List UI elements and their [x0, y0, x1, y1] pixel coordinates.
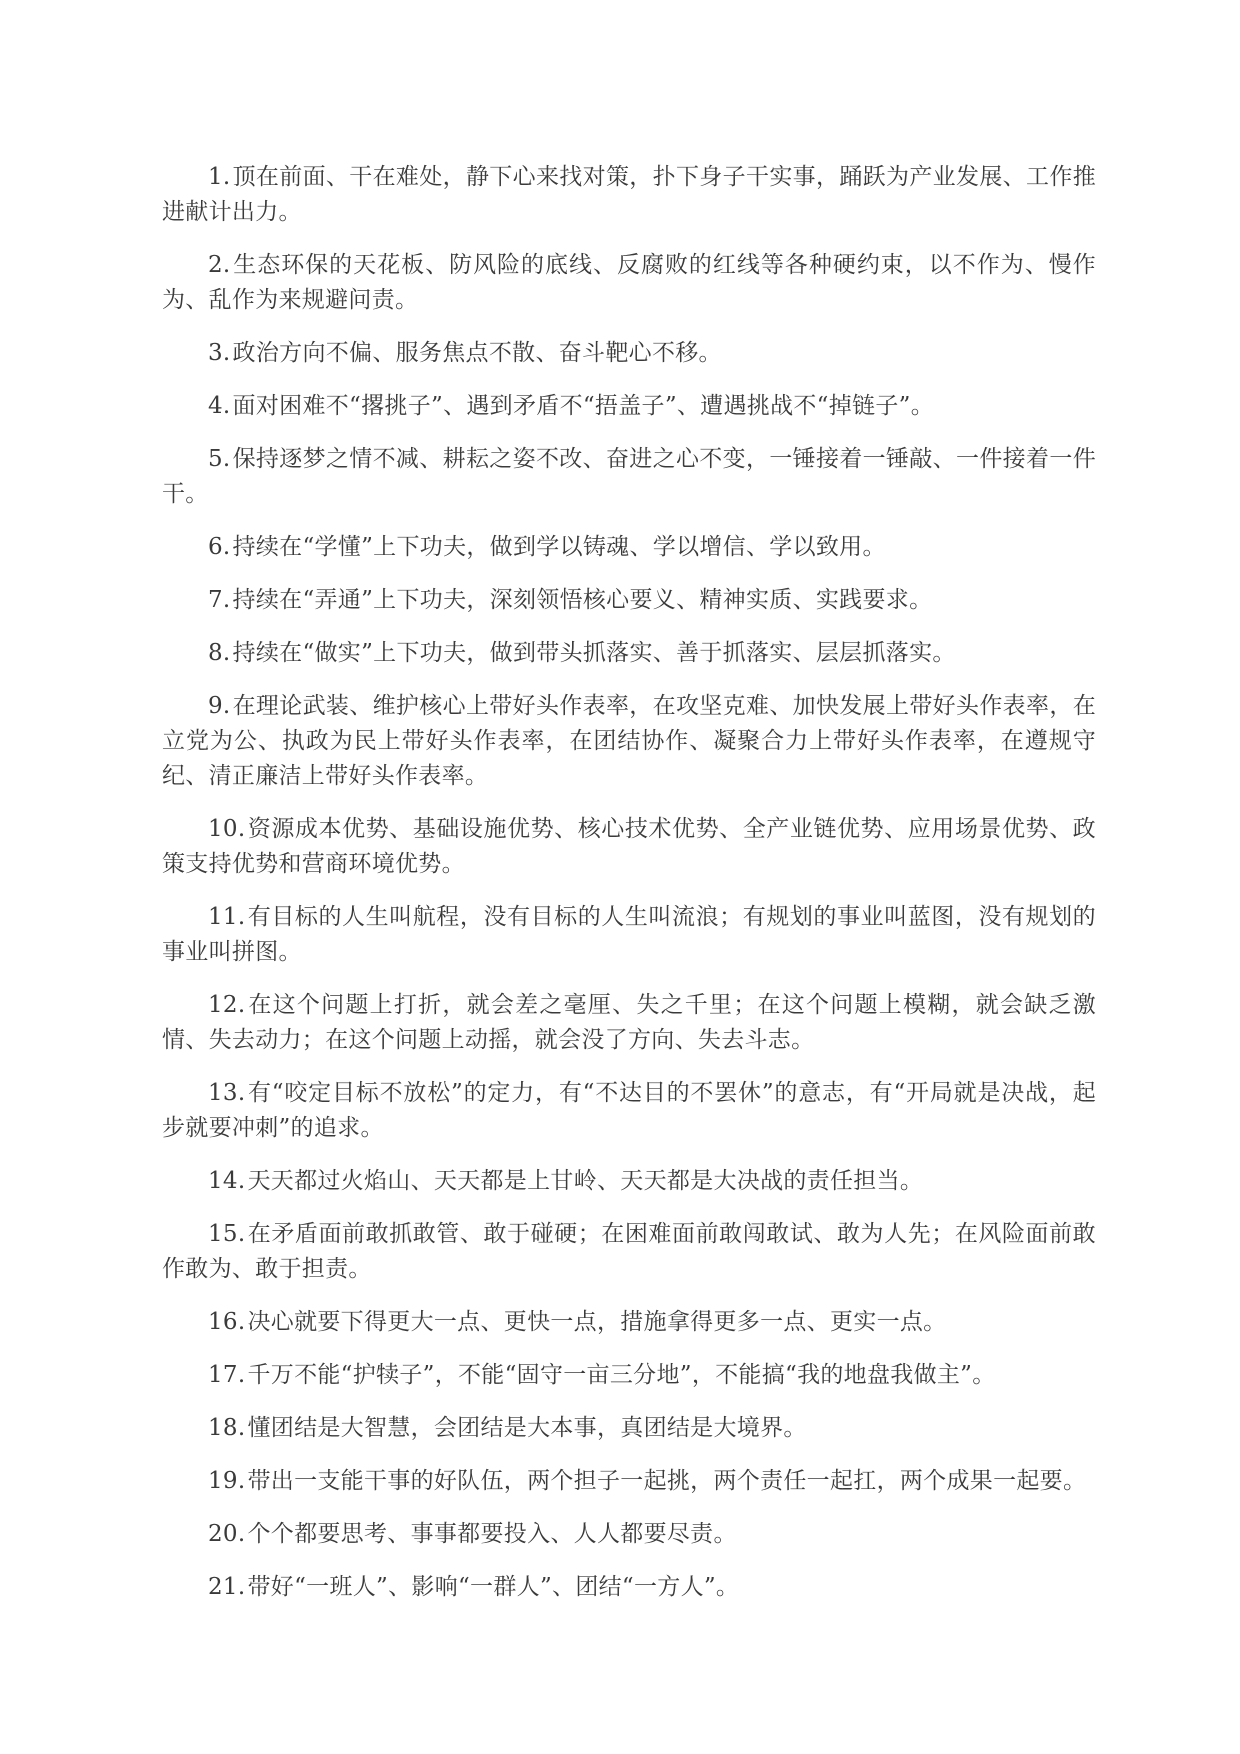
item-text: 有目标的人生叫航程，没有目标的人生叫流浪；有规划的事业叫蓝图，没有规划的事业叫拼图。	[162, 904, 1096, 965]
item-text: 保持逐梦之情不减、耕耘之姿不改、奋进之心不变，一锤接着一锤敲、一件接着一件干。	[162, 446, 1096, 507]
list-item	[162, 1164, 1096, 1199]
list-item	[162, 336, 1096, 371]
list-item	[162, 583, 1096, 618]
list-item	[162, 1217, 1096, 1287]
item-number: 10.	[208, 816, 246, 842]
item-number: 16.	[208, 1309, 246, 1335]
item-text: 持续在“学懂”上下功夫，做到学以铸魂、学以增信、学以致用。	[232, 534, 886, 560]
item-text: 带出一支能干事的好队伍，两个担子一起挑，两个责任一起扛，两个成果一起要。	[247, 1468, 1087, 1494]
list-item	[162, 900, 1096, 970]
item-text: 在这个问题上打折，就会差之毫厘、失之千里；在这个问题上模糊，就会缺乏激情、失去动力；在这个问题上动摇，就会没了方向、失去斗志。	[162, 992, 1096, 1053]
item-text: 懂团结是大智慧，会团结是大本事，真团结是大境界。	[247, 1415, 807, 1441]
item-text: 生态环保的天花板、防风险的底线、反腐败的红线等各种硬约束，以不作为、慢作为、乱作为来规避问责。	[162, 252, 1096, 313]
item-number: 13.	[208, 1080, 246, 1106]
document-body	[162, 160, 1096, 1623]
item-number: 1.	[208, 164, 231, 190]
item-number: 5.	[208, 446, 231, 472]
item-text: 在理论武装、维护核心上带好头作表率，在攻坚克难、加快发展上带好头作表率，在立党为公、执政为民上带好头作表率，在团结协作、凝聚合力上带好头作表率，在遵规守纪、清正廉洁上带好头作表率。	[162, 693, 1096, 789]
item-number: 2.	[208, 252, 231, 278]
item-number: 11.	[208, 904, 246, 930]
item-number: 9.	[208, 693, 231, 719]
item-text: 有“咬定目标不放松”的定力，有“不达目的不罢休”的意志，有“开局就是决战，起步就要冲刺”的追求。	[162, 1080, 1096, 1141]
item-text: 天天都过火焰山、天天都是上甘岭、天天都是大决战的责任担当。	[247, 1168, 924, 1194]
list-item	[162, 812, 1096, 882]
item-number: 4.	[208, 393, 231, 419]
item-text: 在矛盾面前敢抓敢管、敢于碰硬；在困难面前敢闯敢试、敢为人先；在风险面前敢作敢为、敢于担责。	[162, 1221, 1096, 1282]
list-item	[162, 160, 1096, 230]
item-number: 8.	[208, 640, 231, 666]
item-number: 19.	[208, 1468, 246, 1494]
item-number: 12.	[208, 992, 246, 1018]
list-item	[162, 1464, 1096, 1499]
item-text: 千万不能“护犊子”，不能“固守一亩三分地”，不能搞“我的地盘我做主”。	[247, 1362, 996, 1388]
item-number: 20.	[208, 1521, 246, 1547]
list-item	[162, 988, 1096, 1058]
item-text: 持续在“做实”上下功夫，做到带头抓落实、善于抓落实、层层抓落实。	[232, 640, 956, 666]
item-text: 决心就要下得更大一点、更快一点，措施拿得更多一点、更实一点。	[247, 1309, 947, 1335]
list-item	[162, 1076, 1096, 1146]
item-text: 持续在“弄通”上下功夫，深刻领悟核心要义、精神实质、实践要求。	[232, 587, 933, 613]
item-text: 资源成本优势、基础设施优势、核心技术优势、全产业链优势、应用场景优势、政策支持优势和营商环境优势。	[162, 816, 1096, 877]
list-item	[162, 248, 1096, 318]
item-text: 政治方向不偏、服务焦点不散、奋斗靶心不移。	[232, 340, 722, 366]
list-item	[162, 389, 1096, 424]
list-item	[162, 530, 1096, 565]
item-number: 15.	[208, 1221, 246, 1247]
item-number: 6.	[208, 534, 231, 560]
list-item	[162, 636, 1096, 671]
list-item	[162, 1517, 1096, 1552]
item-number: 21.	[208, 1574, 246, 1600]
list-item	[162, 1570, 1096, 1605]
item-text: 面对困难不“撂挑子”、遇到矛盾不“捂盖子”、遭遇挑战不“掉链子”。	[232, 393, 934, 419]
item-number: 14.	[208, 1168, 246, 1194]
item-number: 7.	[208, 587, 231, 613]
list-item	[162, 689, 1096, 794]
item-number: 17.	[208, 1362, 246, 1388]
list-item	[162, 1411, 1096, 1446]
list-item	[162, 1305, 1096, 1340]
item-number: 18.	[208, 1415, 246, 1441]
list-item	[162, 442, 1096, 512]
item-text: 顶在前面、干在难处，静下心来找对策，扑下身子干实事，踊跃为产业发展、工作推进献计出力。	[162, 164, 1096, 225]
item-text: 个个都要思考、事事都要投入、人人都要尽责。	[247, 1521, 737, 1547]
item-text: 带好“一班人”、影响“一群人”、团结“一方人”。	[247, 1574, 740, 1600]
item-number: 3.	[208, 340, 231, 366]
list-item	[162, 1358, 1096, 1393]
